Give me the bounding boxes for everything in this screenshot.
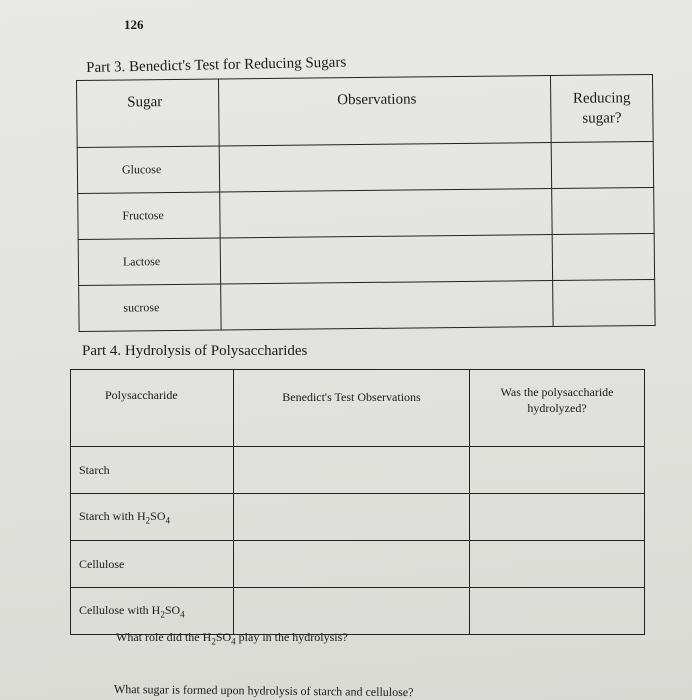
header-sugar: Sugar [77,79,220,147]
subscript: 4 [231,636,236,647]
polysaccharide-hydrolysis-table [70,369,645,635]
header-hydrolyzed [470,370,645,447]
sugar-name: Lactose [78,238,220,285]
reducing-cell[interactable] [552,233,654,280]
reducing-cell[interactable] [553,279,655,326]
header-hydrolyzed-line1: Was the polysaccharide [500,385,614,399]
formula-part: SO [164,602,181,617]
reducing-cell[interactable] [551,141,653,188]
header-polysaccharide: Polysaccharide [71,370,234,447]
hydrolyzed-cell[interactable] [470,541,645,588]
question-text: SO [215,630,232,644]
header-reducing-sugar [550,74,653,142]
observation-cell[interactable] [234,447,470,494]
observation-cell[interactable] [221,281,553,330]
sugar-name: sucrose [79,284,221,331]
observation-cell[interactable] [234,541,470,588]
hydrolyzed-cell[interactable] [470,588,645,635]
header-observations: Observations [218,76,551,146]
question-h2so4-role [116,630,348,646]
hydrolyzed-cell[interactable] [470,447,645,494]
reducing-cell[interactable] [552,187,654,234]
polysaccharide-name [71,447,234,494]
sugar-name: Fructose [78,192,220,239]
formula-part: SO [150,508,166,523]
table-row [78,187,654,239]
header-reducing-line2: sugar? [582,110,622,127]
question-text: What role did the H [116,630,212,644]
polysaccharide-name [71,588,234,635]
observation-cell[interactable] [220,189,552,238]
table-row [71,588,645,635]
observation-cell[interactable] [219,143,551,192]
polysaccharide-label: Cellulose with H [79,602,161,617]
header-hydrolyzed-line2: hydrolyzed? [527,401,587,415]
hydrolyzed-cell[interactable] [470,494,645,541]
subscript: 2 [160,609,165,620]
polysaccharide-label: Starch [79,462,110,477]
table-row [71,447,645,494]
table-row [77,141,653,193]
polysaccharide-name [71,494,234,541]
table-row [78,233,654,285]
observation-cell[interactable] [234,588,470,635]
question-sugar-formed: What sugar is formed upon hydrolysis of starch and cellulose? [113,682,414,700]
reducing-sugars-table [76,74,656,332]
observation-cell[interactable] [220,235,552,284]
subscript: 4 [180,609,185,620]
subscript: 2 [211,636,216,647]
part3-title: Part 3. Benedict's Test for Reducing Sugars [86,54,347,76]
header-reducing-line1: Reducing [572,90,631,107]
sugar-name: Glucose [77,146,219,193]
part4-title: Part 4. Hydrolysis of Polysaccharides [82,343,308,359]
table-row [71,494,645,541]
table-row [71,541,645,588]
question-text: play in the hydrolysis? [235,630,348,644]
polysaccharide-name [71,541,234,588]
header-benedicts-observations: Benedict's Test Observations [234,370,470,447]
observation-cell[interactable] [234,494,470,541]
subscript: 2 [145,515,151,526]
polysaccharide-label: Starch with H [79,508,146,523]
table-header-row [77,74,654,147]
page-number: 126 [124,17,144,32]
polysaccharide-label: Cellulose [79,556,125,571]
table-header-row [71,370,645,447]
table-row [79,279,655,331]
subscript: 4 [165,515,170,526]
